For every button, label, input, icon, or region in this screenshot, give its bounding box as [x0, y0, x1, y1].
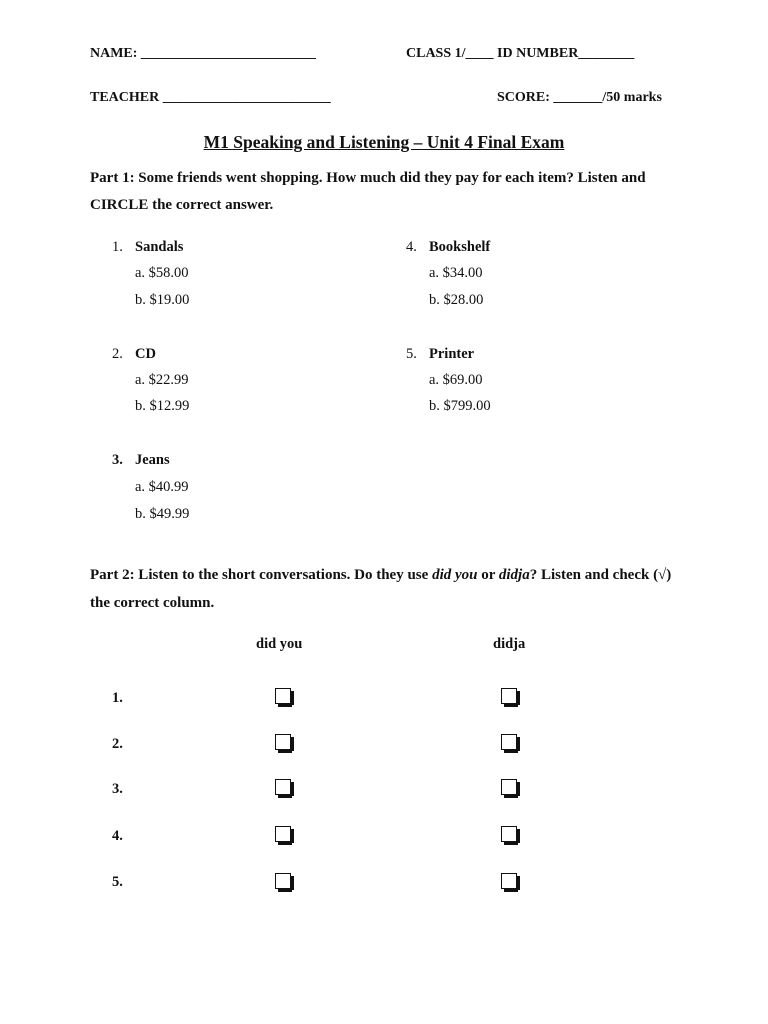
option-b[interactable]: b. $49.99: [135, 506, 190, 522]
question-item: Printer: [429, 346, 475, 362]
option-a[interactable]: a. $69.00: [429, 372, 483, 388]
checkbox-did-you[interactable]: [275, 733, 291, 753]
checkbox-didja[interactable]: [501, 825, 517, 845]
column-header-didja: didja: [493, 636, 526, 652]
name-field-label: NAME: _________________________: [90, 46, 316, 61]
score-field-label: SCORE: _______/50 marks: [497, 90, 662, 105]
option-a[interactable]: a. $40.99: [135, 479, 189, 495]
teacher-field-label: TEACHER ________________________: [90, 90, 331, 105]
row-number: 3.: [112, 781, 123, 797]
option-b[interactable]: b. $12.99: [135, 398, 190, 414]
part2-instruction-line1: [90, 567, 671, 584]
didja-term: didja: [498, 567, 530, 583]
question-item: Sandals: [135, 239, 184, 255]
question-item: CD: [135, 346, 156, 362]
question-number: 3.: [112, 452, 123, 468]
checkbox-didja[interactable]: [501, 872, 517, 892]
checkbox-didja[interactable]: [501, 733, 517, 753]
row-number: 1.: [112, 690, 123, 706]
part1-instruction-line2: CIRCLE the correct answer.: [90, 197, 274, 213]
checkbox-did-you[interactable]: [275, 825, 291, 845]
row-number: 2.: [112, 736, 123, 752]
checkbox-icon: [275, 779, 291, 795]
question-number: 4.: [406, 239, 417, 255]
checkbox-icon: [275, 734, 291, 750]
did-you-term: did you: [432, 567, 478, 583]
option-a[interactable]: a. $58.00: [135, 265, 189, 281]
question-item: Bookshelf: [429, 239, 491, 255]
row-number: 4.: [112, 828, 123, 844]
column-header-did-you: did you: [256, 636, 303, 652]
option-a[interactable]: a. $34.00: [429, 265, 483, 281]
checkbox-didja[interactable]: [501, 687, 517, 707]
checkbox-icon: [501, 734, 517, 750]
part2-instruction-post: ? Listen and check (√): [529, 567, 672, 583]
option-b[interactable]: b. $28.00: [429, 292, 484, 308]
checkbox-icon: [501, 688, 517, 704]
checkbox-icon: [275, 688, 291, 704]
checkbox-icon: [275, 826, 291, 842]
checkbox-icon: [501, 826, 517, 842]
checkbox-icon: [501, 873, 517, 889]
page-title: M1 Speaking and Listening – Unit 4 Final Exam: [203, 132, 565, 152]
question-item: Jeans: [135, 452, 170, 468]
checkbox-icon: [501, 779, 517, 795]
checkbox-did-you[interactable]: [275, 872, 291, 892]
class-id-field-label: CLASS 1/____ ID NUMBER________: [406, 46, 635, 61]
part2-instruction-line2: the correct column.: [90, 595, 215, 611]
checkbox-didja[interactable]: [501, 778, 517, 798]
or-text: or: [477, 567, 499, 583]
option-b[interactable]: b. $799.00: [429, 398, 491, 414]
question-number: 5.: [406, 346, 417, 362]
option-a[interactable]: a. $22.99: [135, 372, 189, 388]
checkbox-did-you[interactable]: [275, 687, 291, 707]
question-number: 1.: [112, 239, 123, 255]
option-b[interactable]: b. $19.00: [135, 292, 190, 308]
part2-instruction-pre: Part 2: Listen to the short conversations. Do they use: [90, 567, 433, 583]
checkbox-icon: [275, 873, 291, 889]
row-number: 5.: [112, 874, 123, 890]
checkbox-did-you[interactable]: [275, 778, 291, 798]
question-number: 2.: [112, 346, 123, 362]
part1-instruction-line1: Part 1: Some friends went shopping. How much did they pay for each item? Listen and: [90, 170, 646, 186]
